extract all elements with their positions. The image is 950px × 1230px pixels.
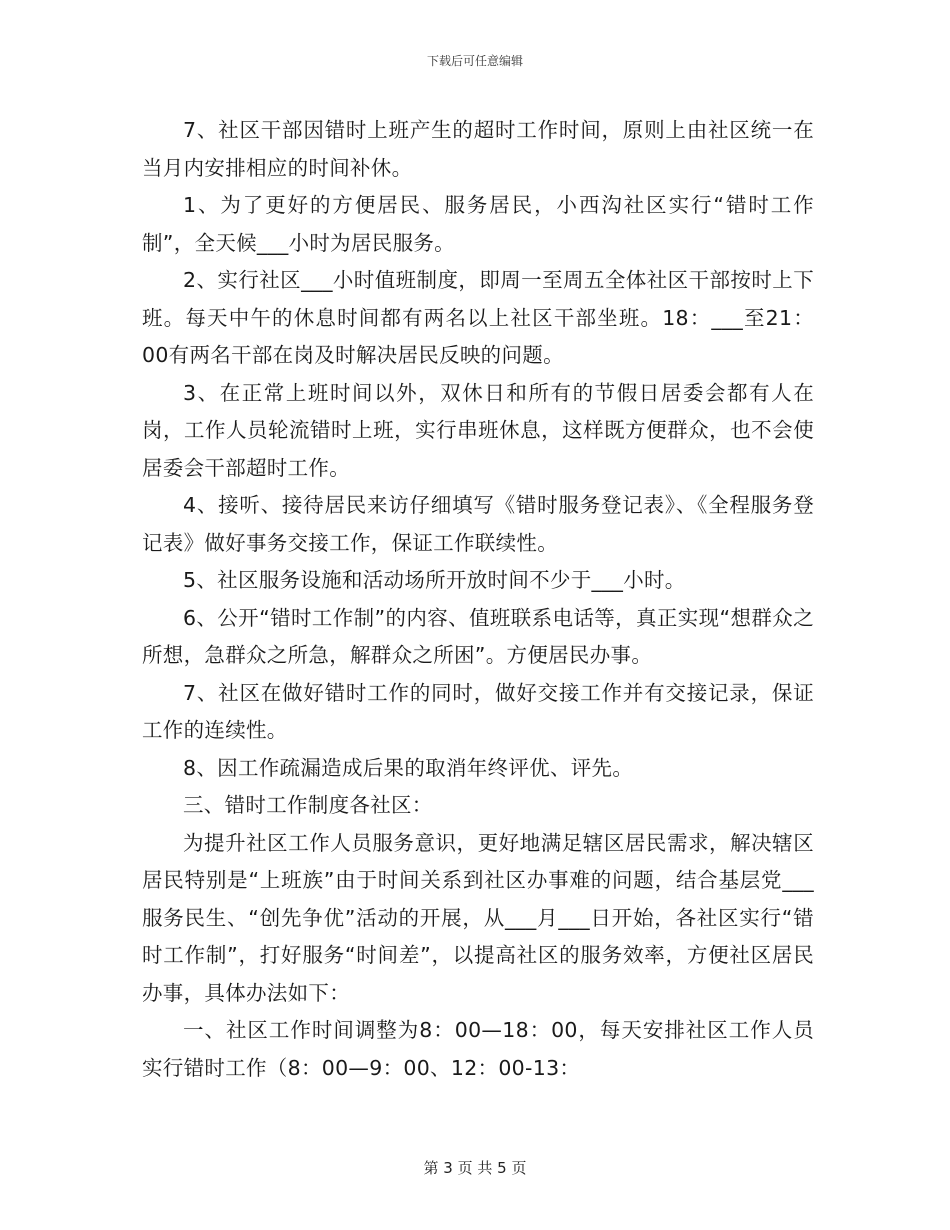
document-body	[142, 112, 814, 1087]
paragraph: 4、接听、接待居民来访仔细填写《错时服务登记表》、《全程服务登记表》做好事务交接工作，保证工作联续性。	[142, 493, 814, 555]
section-heading: 三、错时工作制度各社区：	[183, 793, 433, 817]
paragraph: 7、社区在做好错时工作的同时，做好交接工作并有交接记录，保证工作的连续性。	[142, 680, 814, 742]
paragraph: 3、在正常上班时间以外，双休日和所有的节假日居委会都有人在岗，工作人员轮流错时上班，实行串班休息，这样既方便群众，也不会使居委会干部超时工作。	[142, 380, 814, 480]
paragraph: 7、社区干部因错时上班产生的超时工作时间，原则上由社区统一在当月内安排相应的时间补休。	[142, 118, 814, 180]
paragraph: 1、为了更好的方便居民、服务居民，小西沟社区实行“错时工作制”，全天候___小时为居民服务。	[142, 193, 814, 255]
page-header: 下载后可任意编辑	[426, 54, 523, 68]
paragraph: 6、公开“错时工作制”的内容、值班联系电话等，真正实现“想群众之所想，急群众之所急，解群众之所困”。方便居民办事。	[142, 605, 814, 667]
paragraph: 2、实行社区___小时值班制度，即周一至周五全体社区干部按时上下班。每天中午的休息时间都有两名以上社区干部坐班。18：___至21：00有两名干部在岗及时解决居民反映的问题。	[142, 268, 814, 367]
paragraph: 5、社区服务设施和活动场所开放时间不少于___小时。	[183, 568, 686, 592]
page-footer: 第 3 页 共 5 页	[423, 1159, 527, 1177]
paragraph: 8、因工作疏漏造成后果的取消年终评优、评先。	[183, 755, 634, 780]
paragraph: 一、社区工作时间调整为8：00—18：00，每天安排社区工作人员实行错时工作（8：00—9：00、12：00-13：	[142, 1018, 814, 1080]
paragraph: 为提升社区工作人员服务意识，更好地满足辖区居民需求，解决辖区居民特别是“上班族”由于时间关系到社区办事难的问题，结合基层党___服务民生、“创先争优”活动的开展，从___月___日开始，各社区实行“错时工作制”，打好服务“时间差”，以提高社区的服务效率，方便社区居民办事，具体办法如下：	[142, 830, 814, 1005]
